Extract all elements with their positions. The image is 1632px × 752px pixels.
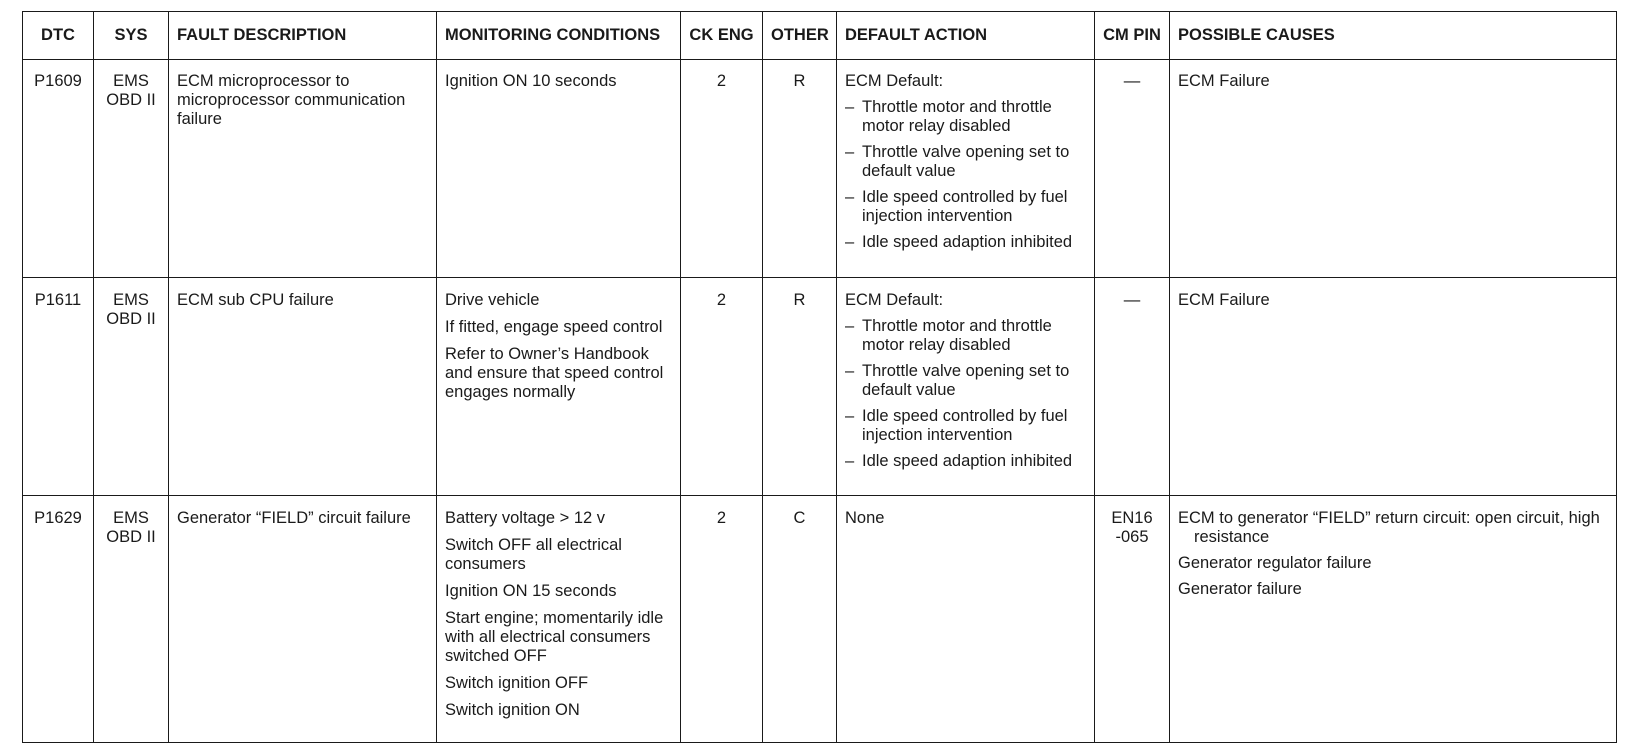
default-action-text: Idle speed adaption inhibited <box>862 233 1073 251</box>
sys-line: OBD II <box>106 528 156 547</box>
default-action-text: Idle speed adaption inhibited <box>862 452 1073 471</box>
dtc-cell: P1611 <box>23 278 94 496</box>
cm-pin-cell <box>1095 278 1170 496</box>
monitoring-conditions-cell <box>437 496 681 743</box>
monitoring-condition: Switch ignition ON <box>445 701 580 720</box>
header-monitoring-conditions: MONITORING CONDITIONS <box>437 12 681 60</box>
dash-bullet: – <box>845 452 855 471</box>
possible-causes-cell <box>1170 60 1617 278</box>
monitoring-condition: Drive vehicle <box>445 291 540 310</box>
fault-description-cell: ECM microprocessor to microprocessor communication failure <box>169 60 437 278</box>
default-action-text: Throttle motor and throttle motor relay disabled <box>862 317 1052 355</box>
sys-line: OBD II <box>106 310 156 329</box>
monitoring-conditions-cell <box>437 60 681 278</box>
sys-cell <box>94 496 169 743</box>
possible-causes-cell <box>1170 496 1617 743</box>
sys-cell <box>94 60 169 278</box>
cm-pin-line: — <box>1123 72 1141 90</box>
monitoring-condition: Start engine; momentarily idle with all electrical consumers switched OFF <box>445 609 664 666</box>
default-action-item <box>845 452 1086 471</box>
default-action-text: Throttle motor and throttle motor relay disabled <box>862 98 1052 135</box>
cm-pin-line: — <box>1123 291 1141 310</box>
sys-cell <box>94 278 169 496</box>
header-sys: SYS <box>94 12 169 60</box>
default-action-cell <box>837 496 1095 743</box>
default-action-heading: ECM Default: <box>845 291 944 310</box>
monitoring-condition: Switch OFF all electrical consumers <box>445 536 622 574</box>
monitoring-conditions-cell <box>437 278 681 496</box>
dash-bullet: – <box>845 362 855 381</box>
dtc-table <box>22 11 1617 743</box>
default-action-item <box>845 143 1086 181</box>
possible-cause: ECM Failure <box>1178 72 1270 90</box>
default-action-item <box>845 188 1086 226</box>
possible-causes-cell <box>1170 278 1617 496</box>
default-action-text: Throttle valve opening set to default value <box>862 362 1070 400</box>
default-action-item <box>845 98 1086 136</box>
table-header <box>23 12 1617 60</box>
dtc-cell: P1609 <box>23 60 94 278</box>
default-action-heading: ECM Default: <box>845 72 944 90</box>
possible-cause: ECM to generator “FIELD” return circuit: open circuit, high resistance <box>1178 509 1600 547</box>
monitoring-condition: Ignition ON 15 seconds <box>445 582 617 601</box>
possible-cause: Generator failure <box>1178 580 1302 599</box>
monitoring-condition: Battery voltage > 12 v <box>445 509 606 528</box>
dash-bullet: – <box>845 233 855 251</box>
table-row <box>23 496 1617 743</box>
dash-bullet: – <box>845 188 855 206</box>
other-cell: R <box>763 278 837 496</box>
table-body <box>23 60 1617 743</box>
monitoring-condition: Refer to Owner’s Handbook and ensure that speed control engages normally <box>445 345 664 402</box>
default-action-item <box>845 362 1086 400</box>
cm-pin-line: EN16 <box>1111 509 1153 528</box>
possible-cause: Generator regulator failure <box>1178 554 1372 573</box>
dash-bullet: – <box>845 98 855 116</box>
sys-line: EMS <box>113 509 149 528</box>
header-other: OTHER <box>763 12 837 60</box>
dash-bullet: – <box>845 407 855 426</box>
other-cell: C <box>763 496 837 743</box>
dash-bullet: – <box>845 143 855 161</box>
header-dtc: DTC <box>23 12 94 60</box>
other-cell: R <box>763 60 837 278</box>
table-row <box>23 60 1617 278</box>
fault-description-cell: Generator “FIELD” circuit failure <box>169 496 437 743</box>
default-action-text: Idle speed controlled by fuel injection intervention <box>862 407 1068 445</box>
ck-eng-cell: 2 <box>681 278 763 496</box>
default-action-cell <box>837 60 1095 278</box>
ck-eng-cell: 2 <box>681 60 763 278</box>
possible-cause: ECM Failure <box>1178 291 1270 310</box>
default-action-cell <box>837 278 1095 496</box>
default-action-item <box>845 407 1086 445</box>
header-cm-pin: CM PIN <box>1095 12 1170 60</box>
header-default-action: DEFAULT ACTION <box>837 12 1095 60</box>
header-row <box>23 12 1617 60</box>
monitoring-condition: Ignition ON 10 seconds <box>445 72 617 90</box>
fault-description-cell: ECM sub CPU failure <box>169 278 437 496</box>
ck-eng-cell: 2 <box>681 496 763 743</box>
default-action-text: Throttle valve opening set to default value <box>862 143 1070 180</box>
sys-line: OBD II <box>106 91 156 109</box>
header-possible-causes: POSSIBLE CAUSES <box>1170 12 1617 60</box>
default-action-item <box>845 317 1086 355</box>
header-ck-eng: CK ENG <box>681 12 763 60</box>
dtc-cell: P1629 <box>23 496 94 743</box>
cm-pin-cell <box>1095 496 1170 743</box>
sys-line: EMS <box>113 72 149 90</box>
table-row <box>23 278 1617 496</box>
default-action-item <box>845 233 1086 252</box>
dash-bullet: – <box>845 317 855 336</box>
monitoring-condition: If fitted, engage speed control <box>445 318 663 337</box>
default-action-text: Idle speed controlled by fuel injection intervention <box>862 188 1068 225</box>
monitoring-condition: Switch ignition OFF <box>445 674 589 693</box>
cm-pin-cell <box>1095 60 1170 278</box>
cm-pin-line: -065 <box>1115 528 1149 547</box>
sys-line: EMS <box>113 291 149 310</box>
default-action-heading: None <box>845 509 885 528</box>
header-fault-description: FAULT DESCRIPTION <box>169 12 437 60</box>
